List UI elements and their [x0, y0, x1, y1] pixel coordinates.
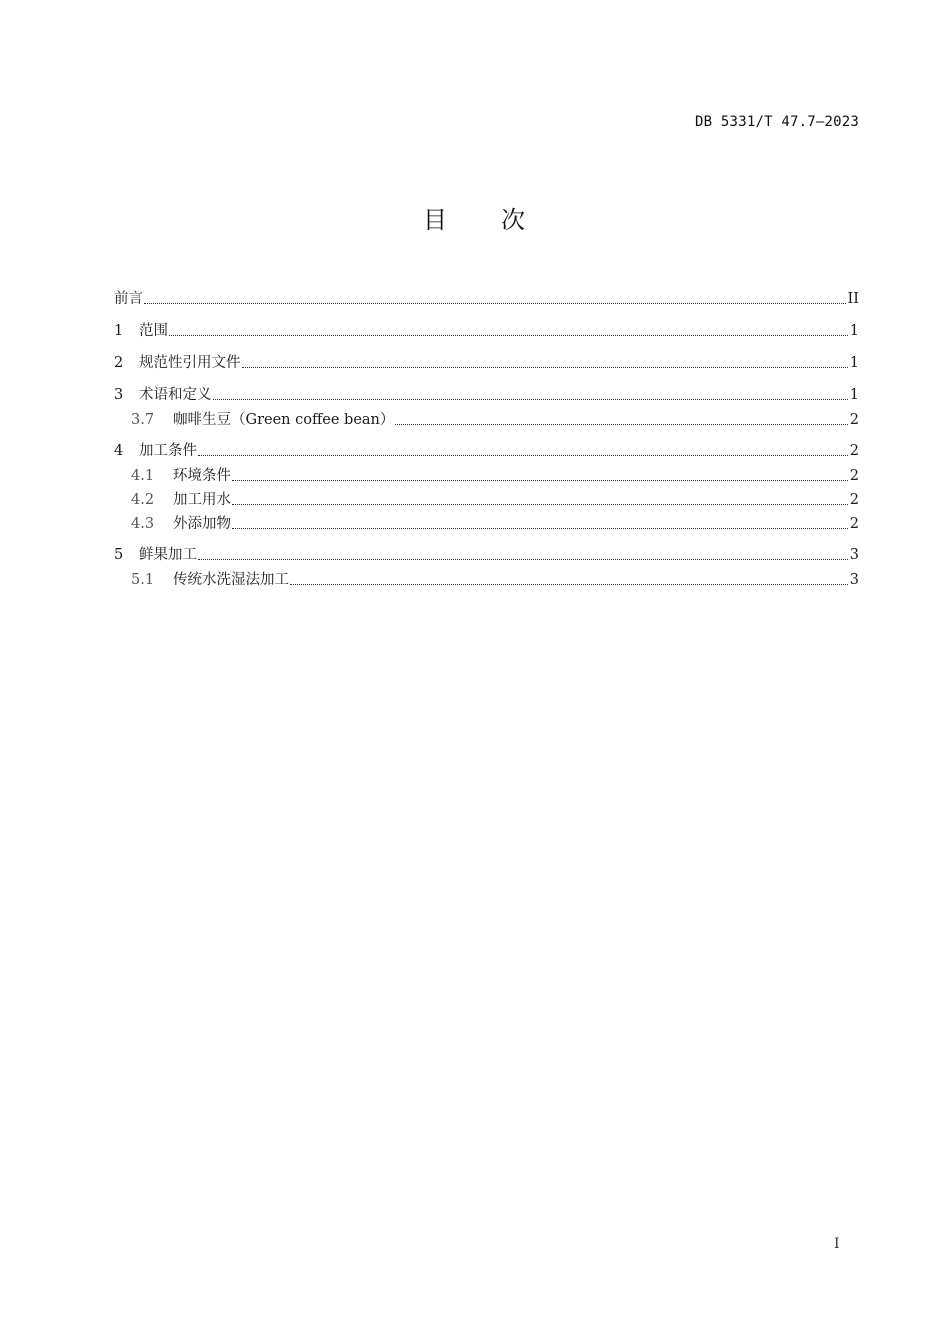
toc-entry-number: 5.1	[131, 572, 155, 588]
toc-entry-1[interactable]	[114, 320, 859, 342]
title-char-1: 目	[423, 206, 449, 234]
toc-leader-dots	[144, 303, 846, 304]
toc-leader-dots	[290, 584, 848, 585]
toc-entry-page: 3	[849, 547, 859, 563]
toc-entry-3[interactable]	[114, 384, 859, 406]
toc-entry-number: 5	[114, 547, 124, 563]
toc-entry-label: 咖啡生豆（Green coffee bean）	[173, 412, 395, 428]
toc-entry-label: 鲜果加工	[139, 547, 197, 563]
toc-entry-number: 4.3	[131, 516, 155, 532]
toc-entry-page: 1	[849, 323, 859, 339]
toc-entry-number: 4.1	[131, 468, 155, 484]
toc-entry-label: 术语和定义	[139, 387, 212, 403]
toc-leader-dots	[232, 504, 848, 505]
toc-entry-page: 2	[849, 492, 859, 508]
toc-entry-3-7[interactable]	[114, 409, 859, 431]
toc-entry-page: 2	[849, 516, 859, 532]
toc-entry-2[interactable]	[114, 352, 859, 374]
toc-entry-label: 环境条件	[173, 468, 231, 484]
toc-entry-number: 4.2	[131, 492, 155, 508]
toc-entry-label: 传统水洗湿法加工	[173, 572, 289, 588]
toc-entry-label: 外添加物	[173, 516, 231, 532]
title-char-2: 次	[501, 206, 527, 234]
toc-entry-label: 加工条件	[139, 443, 197, 459]
toc-entry-label: 规范性引用文件	[139, 355, 241, 371]
toc-entry-page: 1	[849, 387, 859, 403]
toc-entry-4[interactable]	[114, 440, 859, 462]
page-title	[0, 200, 950, 235]
toc-entry-page: 2	[849, 443, 859, 459]
toc-entry-4-1[interactable]	[114, 465, 859, 487]
toc-leader-dots	[242, 367, 848, 368]
toc-leader-dots	[198, 559, 848, 560]
toc-leader-dots	[395, 424, 847, 425]
toc-leader-dots	[169, 335, 848, 336]
toc-entry-number: 3	[114, 387, 124, 403]
toc-entry-5[interactable]	[114, 544, 859, 566]
toc-entry-page: 2	[849, 412, 859, 428]
document-code: DB 5331/T 47.7—2023	[695, 114, 859, 130]
toc-entry-5-1[interactable]	[114, 569, 859, 591]
toc-entry-number: 4	[114, 443, 124, 459]
page-number: I	[834, 1236, 840, 1252]
toc-leader-dots	[198, 455, 848, 456]
toc-entry-label: 范围	[139, 323, 168, 339]
toc-entry-number: 3.7	[131, 412, 155, 428]
toc-entry-foreword[interactable]	[114, 288, 859, 310]
toc-leader-dots	[213, 399, 848, 400]
toc-leader-dots	[232, 528, 848, 529]
toc-entry-page: II	[847, 291, 859, 307]
toc-entry-page: 1	[849, 355, 859, 371]
toc-entry-label: 加工用水	[173, 492, 231, 508]
toc-entry-page: 3	[849, 572, 859, 588]
toc-leader-dots	[232, 480, 848, 481]
toc-entry-4-3[interactable]	[114, 513, 859, 535]
toc-entry-page: 2	[849, 468, 859, 484]
toc-entry-number: 1	[114, 323, 124, 339]
toc-entry-4-2[interactable]	[114, 489, 859, 511]
toc-entry-label: 前言	[114, 291, 143, 307]
toc-entry-number: 2	[114, 355, 124, 371]
